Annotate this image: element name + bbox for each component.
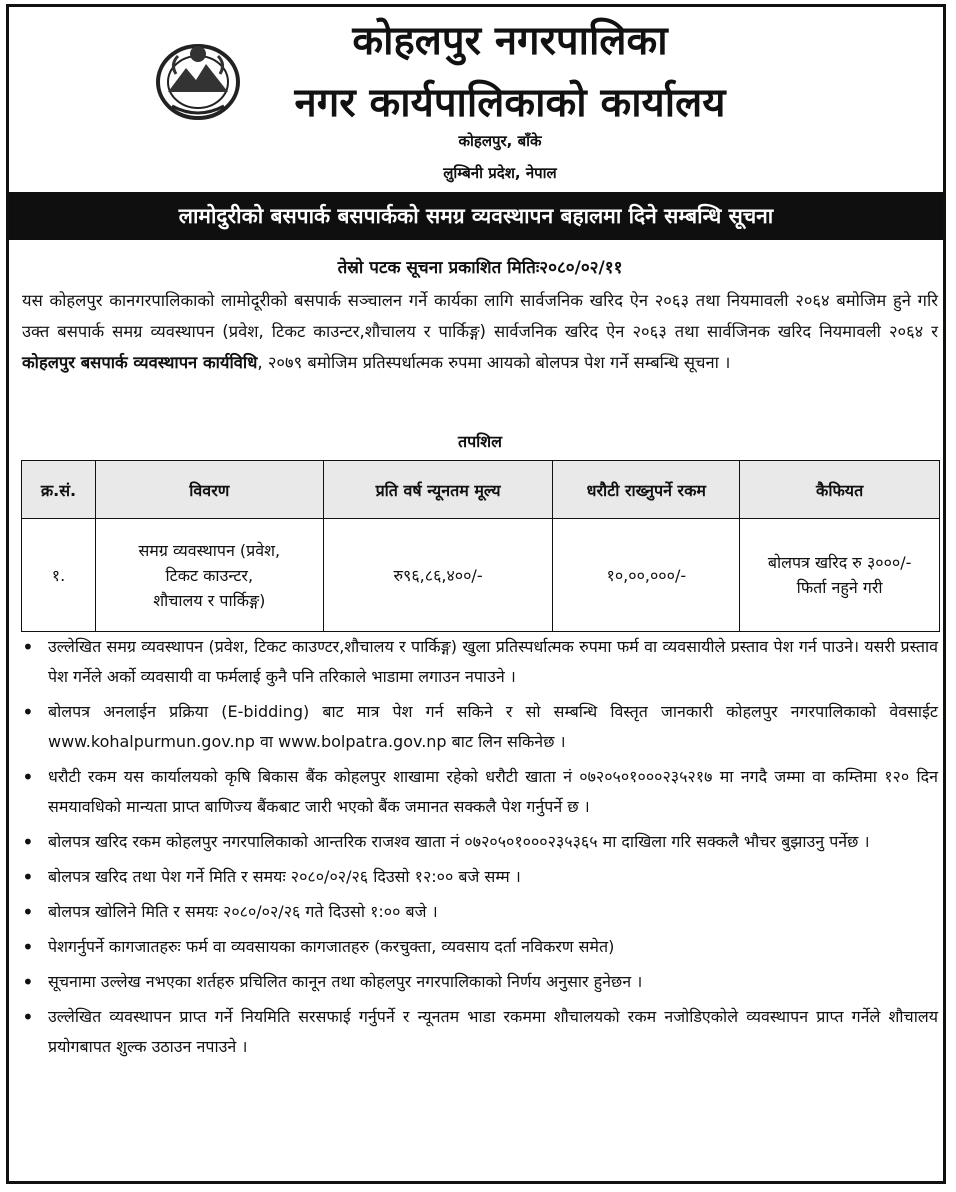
cell-remarks <box>740 519 940 632</box>
intro-text-1: यस कोहलपुर कानगरपालिकाको लामोदूरीको बसपार्क सञ्चालन गर्ने कार्यका लागि सार्वजनिक खरिद ऐन २०६३ तथा नियमावली २०६४ बमोजिम हुने गरि उक्त बसपार्क समग्र व्यवस्थापन (प्रवेश, टिकट काउन्टर,शौचालय र पार्किङ्ग) सार्वजनिक खरिद ऐन २०६३ तथा सार्वजिनक खरिद नियमावली २०६४ र <box>22 291 938 341</box>
list-item <box>22 632 938 692</box>
list-item-text: बोलपत्र अनलाईन प्रक्रिया (E-bidding) बाट मात्र पेश गर्न सकिने र सो सम्बन्धि विस्तृत जानकारी कोहलपुर नगरपालिकाको वेवसाईट www.kohalpurmun.gov.np वा www.bolpatra.gov.np बाट लिन सकिनेछ । <box>48 702 938 751</box>
col-header-deposit: धरौटी राख्नुपर्ने रकम <box>553 461 740 519</box>
municipality-title: कोहलपुर नगरपालिका <box>352 18 668 64</box>
col-header-description: विवरण <box>95 461 323 519</box>
description-line: शौचालय र पार्किङ्ग) <box>153 590 266 610</box>
description-line: समग्र व्यवस्थापन (प्रवेश, <box>138 540 281 560</box>
intro-paragraph <box>22 285 938 378</box>
publish-date: तेस्रो पटक सूचना प्रकाशित मितिः२०८०/०२/११ <box>337 258 623 278</box>
bullet-icon: • <box>22 765 34 789</box>
bullet-icon: • <box>22 935 34 959</box>
intro-text-2: , २०७९ बमोजिम प्रतिस्पर्धात्मक रुपमा आयको बोलपत्र पेश गर्ने सम्बन्धि सूचना । <box>257 353 731 372</box>
list-item <box>22 932 938 962</box>
description-line: टिकट काउन्टर, <box>165 565 254 585</box>
bullet-icon: • <box>22 635 34 659</box>
list-item-text: बोलपत्र खरिद रकम कोहलपुर नगरपालिकाको आन्तरिक राजश्व खाता नं ०७२०५०१०००२३५३६५ मा दाखिला गरि सक्कलै भौचर बुझाउनु पर्नेछ । <box>48 832 870 851</box>
list-item <box>22 862 938 892</box>
intro-bold-text: कोहलपुर बसपार्क व्यवस्थापन कार्यविधि <box>22 353 258 372</box>
list-item <box>22 967 938 997</box>
bullet-icon: • <box>22 1005 34 1029</box>
bullet-icon: • <box>22 700 34 724</box>
table-label: तपशिल <box>457 432 503 451</box>
list-item <box>22 762 938 822</box>
list-item <box>22 1002 938 1062</box>
cell-deposit: १०,००,०००/- <box>553 519 740 632</box>
list-item <box>22 827 938 857</box>
col-header-sn: क्र.सं. <box>22 461 96 519</box>
table-header-row <box>22 461 940 519</box>
table-row <box>22 519 940 632</box>
remarks-line: फिर्ता नहुने गरी <box>796 578 883 597</box>
address-line-2: लुम्बिनी प्रदेश, नेपाल <box>443 164 557 182</box>
list-item-text: उल्लेखित समग्र व्यवस्थापन (प्रवेश, टिकट काउण्टर,शौचालय र पार्किङ्ग) खुला प्रतिस्पर्धात्मक रुपमा फर्म वा व्यवसायीले प्रस्ताव पेश गर्न पाउने। यसरी प्रस्ताव पेश गर्नेले अर्को व्यवसायी वा फर्मलाई कुनै पनि तरिकाले भाडामा लगाउन नपाउने । <box>48 637 938 686</box>
bullet-icon: • <box>22 970 34 994</box>
col-header-min-price: प्रति वर्ष न्यूनतम मूल्य <box>323 461 553 519</box>
list-item-text: बोलपत्र खोलिने मिति र समयः २०८०/०२/२६ गते दिउसो १:०० बजे । <box>48 902 438 921</box>
list-item-text: पेशगर्नुपर्ने कागजातहरुः फर्म वा व्यवसायका कागजातहरु (करचुक्ता, व्यवसाय दर्ता नविकरण समेत) <box>48 937 615 956</box>
cell-description <box>95 519 323 632</box>
cell-min-price: रु९६,८६,४००/- <box>323 519 553 632</box>
list-item-text: सूचनामा उल्लेख नभएका शर्तहरु प्रचिलित कानून तथा कोहलपुर नगरपालिकाको निर्णय अनुसार हुनेछन । <box>48 972 643 991</box>
office-title: नगर कार्यपालिकाको कार्यालय <box>294 80 726 126</box>
details-table <box>21 460 940 632</box>
list-item-text: उल्लेखित व्यवस्थापन प्राप्त गर्ने नियमिति सरसफाई गर्नुपर्ने र न्यूनतम भाडा रकममा शौचालयको रकम नजोडिएकोले व्यवस्थापन प्राप्त गर्नेले शौचालय प्रयोगबापत शुल्क उठाउन नपाउने । <box>48 1007 938 1056</box>
conditions-list <box>22 632 938 1067</box>
nepal-emblem-icon <box>152 34 244 126</box>
list-item <box>22 897 938 927</box>
bullet-icon: • <box>22 830 34 854</box>
col-header-remarks: कैफियत <box>740 461 940 519</box>
list-item <box>22 697 938 757</box>
address-line-1: कोहलपुर, बाँके <box>458 132 542 150</box>
list-item-text: धरौटी रकम यस कार्यालयको कृषि बिकास बैंक कोहलपुर शाखामा रहेको धरौटी खाता नं ०७२०५०१०००२३५२१७ मा नगदै जम्मा वा कम्तिमा १२० दिन समयावधिको मान्यता प्राप्त बाणिज्य बैंकबाट जारी भएको बैंक जमानत सक्कलै पेश गर्नुपर्ने छ । <box>48 767 938 816</box>
notice-banner: लामोदुरीको बसपार्क बसपार्कको समग्र व्यवस्थापन बहालमा दिने सम्बन्धि सूचना <box>9 192 943 240</box>
cell-sn: १. <box>22 519 96 632</box>
bullet-icon: • <box>22 865 34 889</box>
remarks-line: बोलपत्र खरिद रु ३०००/- <box>767 553 912 572</box>
bullet-icon: • <box>22 900 34 924</box>
list-item-text: बोलपत्र खरिद तथा पेश गर्ने मिति र समयः २०८०/०२/२६ दिउसो १२:०० बजे सम्म । <box>48 867 521 886</box>
